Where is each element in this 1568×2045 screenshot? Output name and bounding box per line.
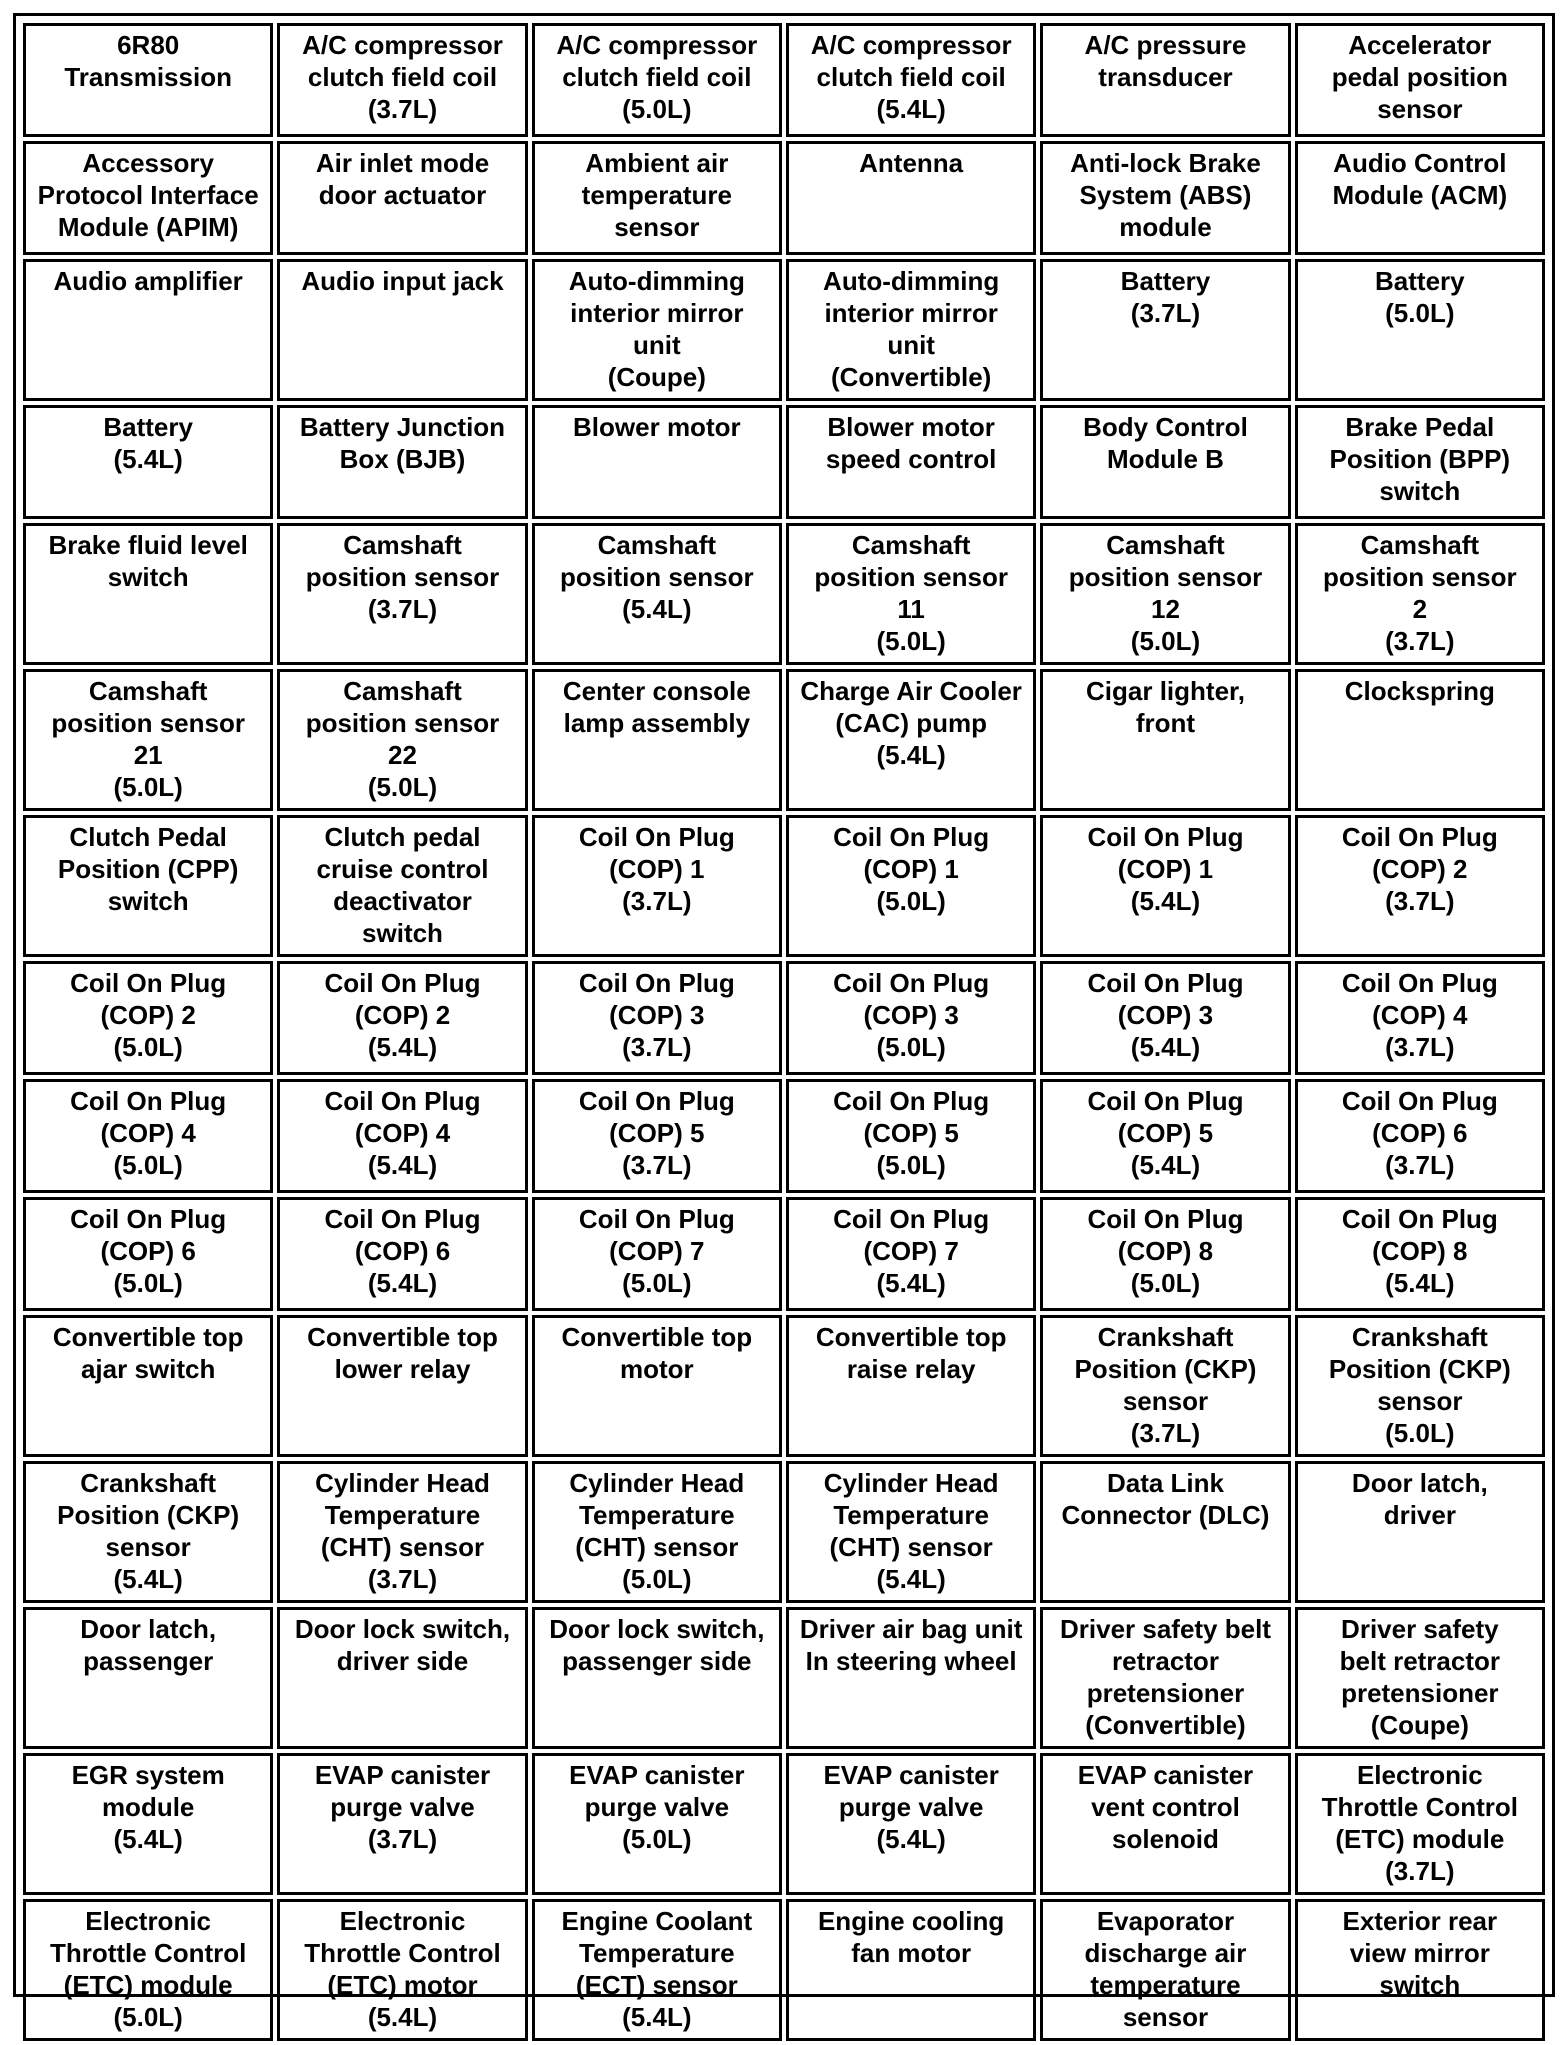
component-cell bbox=[1040, 1315, 1290, 1457]
component-cell bbox=[532, 1753, 782, 1895]
component-cell bbox=[1295, 669, 1545, 811]
component-label: Coil On Plug (COP) 5 (5.0L) bbox=[833, 1086, 990, 1180]
component-label: Accelerator pedal position sensor bbox=[1331, 30, 1508, 124]
component-cell bbox=[23, 523, 273, 665]
component-cell bbox=[277, 1899, 527, 2041]
grid-row bbox=[23, 815, 1545, 957]
component-cell bbox=[1040, 141, 1290, 255]
component-label: Driver air bag unit In steering wheel bbox=[799, 1614, 1023, 1676]
component-label: Audio Control Module (ACM) bbox=[1332, 148, 1508, 210]
component-label: Electronic Throttle Control (ETC) module (5.0L) bbox=[49, 1906, 247, 2032]
component-cell bbox=[532, 405, 782, 519]
component-cell bbox=[1040, 405, 1290, 519]
component-label: Coil On Plug (COP) 1 (5.0L) bbox=[833, 822, 990, 916]
component-label: Exterior rear view mirror switch bbox=[1342, 1906, 1498, 2000]
component-label: Battery (5.0L) bbox=[1375, 266, 1465, 328]
grid-row bbox=[23, 1753, 1545, 1895]
component-label: Coil On Plug (COP) 7 (5.4L) bbox=[833, 1204, 990, 1298]
component-cell bbox=[1040, 259, 1290, 401]
component-label: Electronic Throttle Control (ETC) module (3.7L) bbox=[1321, 1760, 1519, 1886]
component-label: Coil On Plug (COP) 4 (3.7L) bbox=[1341, 968, 1498, 1062]
component-label: Cylinder Head Temperature (CHT) sensor (5.0L) bbox=[569, 1468, 745, 1594]
component-label: Cylinder Head Temperature (CHT) sensor (3.7L) bbox=[315, 1468, 490, 1594]
component-label: Coil On Plug (COP) 8 (5.0L) bbox=[1087, 1204, 1244, 1298]
component-cell bbox=[786, 1079, 1036, 1193]
component-label: Accessory Protocol Interface Module (APIM) bbox=[37, 148, 259, 242]
component-label: Convertible top raise relay bbox=[815, 1322, 1007, 1384]
component-label: Clutch Pedal Position (CPP) switch bbox=[57, 822, 239, 916]
component-label: Battery (5.4L) bbox=[103, 412, 193, 474]
component-cell bbox=[277, 23, 527, 137]
component-cell bbox=[1295, 1197, 1545, 1311]
component-label: Convertible top ajar switch bbox=[52, 1322, 244, 1384]
component-cell bbox=[532, 961, 782, 1075]
component-label: Camshaft position sensor 22 (5.0L) bbox=[305, 676, 500, 802]
component-label: Coil On Plug (COP) 3 (5.4L) bbox=[1087, 968, 1244, 1062]
component-cell bbox=[23, 141, 273, 255]
component-label: Door lock switch, driver side bbox=[294, 1614, 511, 1676]
component-cell bbox=[23, 1197, 273, 1311]
component-cell bbox=[1040, 1607, 1290, 1749]
component-cell bbox=[23, 1753, 273, 1895]
component-cell bbox=[23, 669, 273, 811]
component-label: Audio amplifier bbox=[53, 266, 243, 296]
grid-row bbox=[23, 669, 1545, 811]
component-label: Coil On Plug (COP) 5 (5.4L) bbox=[1087, 1086, 1244, 1180]
component-label: A/C compressor clutch field coil (5.0L) bbox=[556, 30, 758, 124]
component-cell bbox=[532, 669, 782, 811]
component-cell bbox=[786, 259, 1036, 401]
component-cell bbox=[23, 815, 273, 957]
component-cell bbox=[786, 669, 1036, 811]
component-cell bbox=[23, 23, 273, 137]
component-cell bbox=[786, 1753, 1036, 1895]
component-cell bbox=[786, 1607, 1036, 1749]
component-label: A/C compressor clutch field coil (5.4L) bbox=[810, 30, 1012, 124]
component-cell bbox=[1295, 1607, 1545, 1749]
component-cell bbox=[277, 1079, 527, 1193]
component-cell bbox=[532, 23, 782, 137]
component-label: Battery Junction Box (BJB) bbox=[299, 412, 506, 474]
component-label: Crankshaft Position (CKP) sensor (3.7L) bbox=[1074, 1322, 1257, 1448]
component-cell bbox=[23, 405, 273, 519]
component-label: Camshaft position sensor 11 (5.0L) bbox=[814, 530, 1008, 656]
component-label: Anti-lock Brake System (ABS) module bbox=[1070, 148, 1261, 242]
component-label: Coil On Plug (COP) 1 (3.7L) bbox=[578, 822, 735, 916]
component-label: EVAP canister purge valve (5.0L) bbox=[569, 1760, 745, 1854]
component-cell bbox=[532, 1607, 782, 1749]
component-cell bbox=[532, 1079, 782, 1193]
component-label: Door latch, passenger bbox=[80, 1614, 217, 1676]
component-cell bbox=[23, 259, 273, 401]
component-cell bbox=[1040, 523, 1290, 665]
component-cell bbox=[23, 961, 273, 1075]
component-cell bbox=[277, 669, 527, 811]
component-label: Coil On Plug (COP) 8 (5.4L) bbox=[1341, 1204, 1498, 1298]
component-cell bbox=[1040, 1899, 1290, 2041]
component-cell bbox=[786, 523, 1036, 665]
component-cell bbox=[1295, 1753, 1545, 1895]
component-label: Auto-dimming interior mirror unit (Coupe) bbox=[568, 266, 745, 392]
component-label: Center console lamp assembly bbox=[562, 676, 751, 738]
grid-row bbox=[23, 1197, 1545, 1311]
component-cell bbox=[23, 1607, 273, 1749]
component-label: Coil On Plug (COP) 4 (5.4L) bbox=[324, 1086, 481, 1180]
component-label: Clockspring bbox=[1344, 676, 1495, 706]
component-label: Coil On Plug (COP) 7 (5.0L) bbox=[578, 1204, 735, 1298]
component-cell bbox=[532, 141, 782, 255]
component-label: Coil On Plug (COP) 6 (3.7L) bbox=[1341, 1086, 1498, 1180]
component-cell bbox=[1295, 259, 1545, 401]
component-label: Camshaft position sensor 12 (5.0L) bbox=[1068, 530, 1263, 656]
component-label: Antenna bbox=[859, 148, 964, 178]
component-label: EVAP canister purge valve (3.7L) bbox=[314, 1760, 491, 1854]
component-cell bbox=[23, 1079, 273, 1193]
component-cell bbox=[277, 523, 527, 665]
grid-row bbox=[23, 1315, 1545, 1457]
component-cell bbox=[532, 1197, 782, 1311]
component-label: Convertible top lower relay bbox=[307, 1322, 498, 1384]
component-label: Clutch pedal cruise control deactivator switch bbox=[316, 822, 489, 948]
component-label: Coil On Plug (COP) 1 (5.4L) bbox=[1087, 822, 1244, 916]
grid-row bbox=[23, 1079, 1545, 1193]
component-cell bbox=[786, 405, 1036, 519]
component-cell bbox=[532, 1899, 782, 2041]
component-label: Coil On Plug (COP) 2 (3.7L) bbox=[1341, 822, 1498, 916]
component-label: 6R80 Transmission bbox=[64, 30, 232, 92]
component-cell bbox=[1295, 815, 1545, 957]
component-label: Door latch, driver bbox=[1351, 1468, 1488, 1530]
component-cell bbox=[1295, 523, 1545, 665]
grid-row bbox=[23, 405, 1545, 519]
component-grid-body bbox=[23, 23, 1545, 2041]
component-label: A/C compressor clutch field coil (3.7L) bbox=[302, 30, 503, 124]
component-label: Crankshaft Position (CKP) sensor (5.4L) bbox=[57, 1468, 240, 1594]
grid-row bbox=[23, 1461, 1545, 1603]
component-label: Coil On Plug (COP) 5 (3.7L) bbox=[578, 1086, 735, 1180]
component-cell bbox=[1295, 1899, 1545, 2041]
component-cell bbox=[277, 405, 527, 519]
component-label: Coil On Plug (COP) 2 (5.0L) bbox=[70, 968, 227, 1062]
component-label: Camshaft position sensor (3.7L) bbox=[305, 530, 500, 624]
grid-row bbox=[23, 523, 1545, 665]
component-label: Coil On Plug (COP) 6 (5.0L) bbox=[70, 1204, 227, 1298]
component-label: Audio input jack bbox=[301, 266, 504, 296]
component-cell bbox=[277, 1461, 527, 1603]
component-label: Coil On Plug (COP) 4 (5.0L) bbox=[70, 1086, 227, 1180]
component-cell bbox=[532, 1315, 782, 1457]
component-cell bbox=[1040, 23, 1290, 137]
component-cell bbox=[1295, 23, 1545, 137]
component-label: Coil On Plug (COP) 6 (5.4L) bbox=[324, 1204, 481, 1298]
component-cell bbox=[532, 1461, 782, 1603]
grid-row bbox=[23, 23, 1545, 137]
component-label: EVAP canister purge valve (5.4L) bbox=[823, 1760, 999, 1854]
component-label: Ambient air temperature sensor bbox=[581, 148, 732, 242]
component-label: Battery (3.7L) bbox=[1120, 266, 1211, 328]
component-label: Air inlet mode door actuator bbox=[315, 148, 490, 210]
component-cell bbox=[23, 1315, 273, 1457]
component-cell bbox=[786, 141, 1036, 255]
component-label: Coil On Plug (COP) 3 (5.0L) bbox=[833, 968, 990, 1062]
component-cell bbox=[1040, 669, 1290, 811]
grid-row bbox=[23, 141, 1545, 255]
component-label: Coil On Plug (COP) 2 (5.4L) bbox=[324, 968, 481, 1062]
component-cell bbox=[1295, 1315, 1545, 1457]
component-cell bbox=[277, 815, 527, 957]
component-cell bbox=[23, 1899, 273, 2041]
component-cell bbox=[1295, 1079, 1545, 1193]
component-label: Data Link Connector (DLC) bbox=[1061, 1468, 1270, 1530]
component-cell bbox=[1040, 815, 1290, 957]
component-label: Blower motor bbox=[573, 412, 741, 442]
component-cell bbox=[1040, 1461, 1290, 1603]
component-label: Cigar lighter, front bbox=[1086, 676, 1245, 738]
component-label: Coil On Plug (COP) 3 (3.7L) bbox=[578, 968, 735, 1062]
grid-row bbox=[23, 961, 1545, 1075]
component-label: EVAP canister vent control solenoid bbox=[1077, 1760, 1254, 1854]
component-cell bbox=[1295, 405, 1545, 519]
component-cell bbox=[786, 1461, 1036, 1603]
component-cell bbox=[277, 141, 527, 255]
grid-row bbox=[23, 1607, 1545, 1749]
component-label: EGR system module (5.4L) bbox=[71, 1760, 225, 1854]
component-grid-frame bbox=[13, 13, 1555, 2032]
component-cell bbox=[1040, 1753, 1290, 1895]
component-cell bbox=[277, 961, 527, 1075]
component-label: Door lock switch, passenger side bbox=[549, 1614, 765, 1676]
component-cell bbox=[786, 815, 1036, 957]
component-cell bbox=[277, 1753, 527, 1895]
component-cell bbox=[1295, 1461, 1545, 1603]
component-cell bbox=[786, 961, 1036, 1075]
component-cell bbox=[1295, 961, 1545, 1075]
component-label: Camshaft position sensor 2 (3.7L) bbox=[1323, 530, 1517, 656]
component-cell bbox=[786, 1197, 1036, 1311]
component-cell bbox=[786, 1315, 1036, 1457]
component-cell bbox=[23, 1461, 273, 1603]
component-cell bbox=[277, 1607, 527, 1749]
component-label: Evaporator discharge air temperature sensor bbox=[1084, 1906, 1247, 2032]
component-cell bbox=[277, 259, 527, 401]
component-cell bbox=[1040, 1197, 1290, 1311]
component-cell bbox=[1040, 1079, 1290, 1193]
component-cell bbox=[532, 815, 782, 957]
component-cell bbox=[277, 1197, 527, 1311]
component-cell bbox=[532, 523, 782, 665]
component-cell bbox=[786, 1899, 1036, 2041]
component-label: Engine Coolant Temperature (ECT) sensor (5.4L) bbox=[561, 1906, 753, 2032]
component-label: Driver safety belt retractor pretensioner (Coupe) bbox=[1339, 1614, 1501, 1740]
component-label: Blower motor speed control bbox=[825, 412, 997, 474]
component-label: A/C pressure transducer bbox=[1084, 30, 1247, 92]
component-label: Electronic Throttle Control (ETC) motor (5.4L) bbox=[304, 1906, 501, 2032]
component-label: Convertible top motor bbox=[561, 1322, 753, 1384]
component-label: Engine cooling fan motor bbox=[817, 1906, 1005, 1968]
grid-row bbox=[23, 1899, 1545, 2041]
component-label: Crankshaft Position (CKP) sensor (5.0L) bbox=[1328, 1322, 1511, 1448]
component-cell bbox=[532, 259, 782, 401]
component-grid-table bbox=[19, 19, 1549, 2045]
component-label: Cylinder Head Temperature (CHT) sensor (5.4L) bbox=[823, 1468, 999, 1594]
component-label: Charge Air Cooler (CAC) pump (5.4L) bbox=[800, 676, 1022, 770]
component-cell bbox=[1295, 141, 1545, 255]
component-cell bbox=[786, 23, 1036, 137]
component-cell bbox=[277, 1315, 527, 1457]
component-cell bbox=[1040, 961, 1290, 1075]
grid-row bbox=[23, 259, 1545, 401]
component-label: Brake fluid level switch bbox=[48, 530, 248, 592]
component-label: Brake Pedal Position (BPP) switch bbox=[1329, 412, 1511, 506]
component-label: Camshaft position sensor (5.4L) bbox=[560, 530, 754, 624]
component-label: Camshaft position sensor 21 (5.0L) bbox=[51, 676, 245, 802]
component-label: Auto-dimming interior mirror unit (Convertible) bbox=[823, 266, 1000, 392]
component-label: Driver safety belt retractor pretensioner (Convertible) bbox=[1059, 1614, 1271, 1740]
component-label: Body Control Module B bbox=[1083, 412, 1248, 474]
